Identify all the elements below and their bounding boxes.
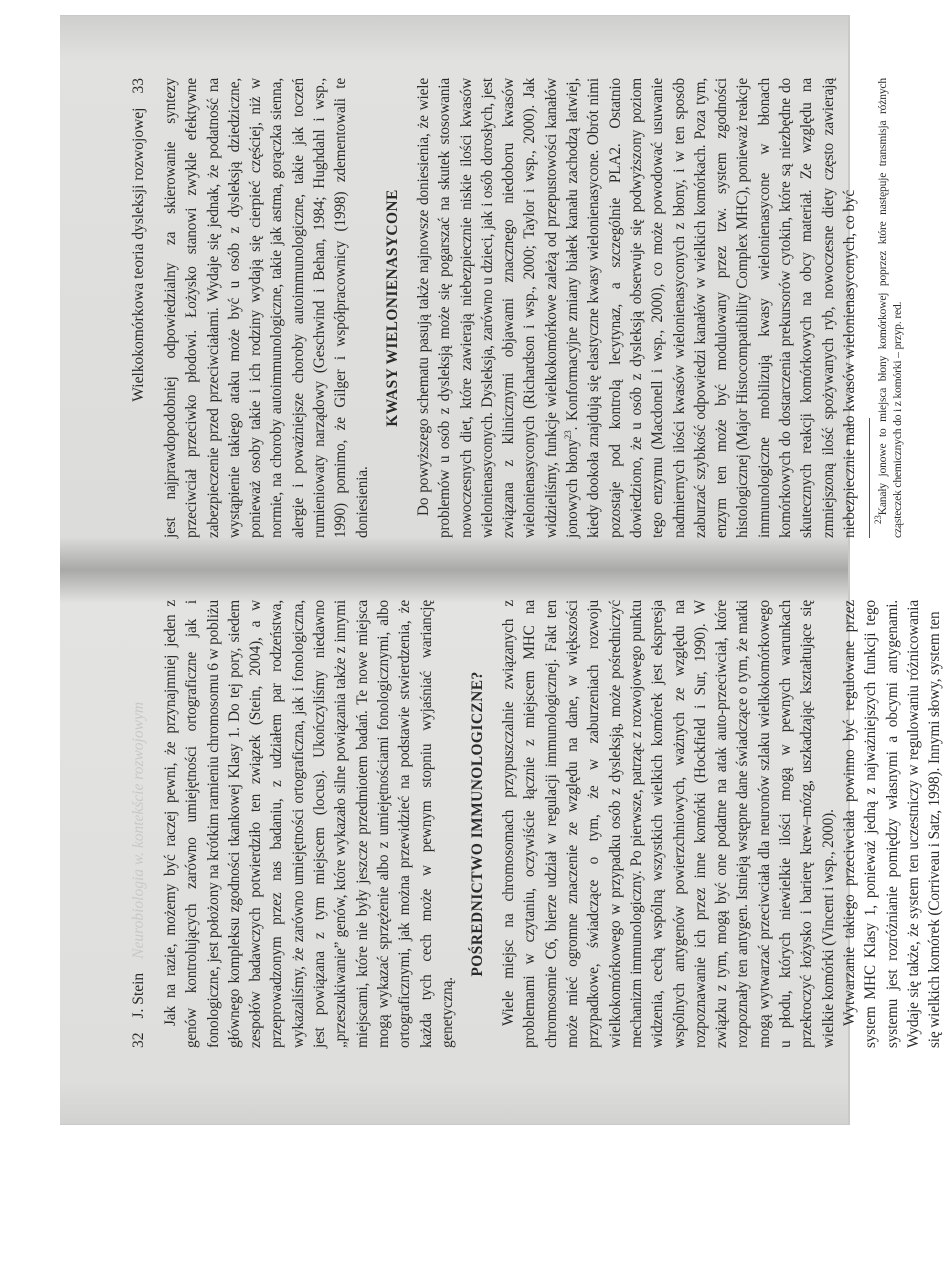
section-heading-fatty-acids: KWASY WIELONIENASYCONE [383,189,401,427]
left-paragraph-2: Wiele miejsc na chromosomach przypuszczalnie związanych z problemami w czytaniu, oczywiście łącznie z miejscem MHC na chromosomie C6, bierze udział w regulacji immunologicznej. Fakt ten może mieć ogromne znaczenie ze względu na dane, w większości przypadkowe, świadczące o tym, że w zaburzeniach rozwoju wielkokomórkowego w przypadku osób z dysleksją, może pośredniczyć mechanizm immunologiczny. Po pierwsze, patrząc z rozwojowego punktu widzenia, cechą wspólną wszystkich wielkich komórek jest ekspresja wspólnych antygenów powierzchniowych, ważnych ze względu na rozpoznawanie ich przez inne komórki (Hockfield i Sur, 1990). W związku z tym, mogą być one podatne na atak auto-przeciwciał, które rozpoznały ten antygen. Istnieją wstępne dane świadczące o tym, że matki mogą wytwarzać przeciwciała dla neuronów szlaku wielkokomórkowego u płodu, których niewielkie ilości mogą w pewnych warunkach przekroczyć łożysko i barierę krew–mózg, uszkadzając kształtujące się wielkie komórki (Vincent i wsp., 2000). [500,600,837,1048]
right-paragraph-2 [413,78,860,538]
right-page-number: 33 [130,78,147,94]
footnote-text: Kanały jonowe to miejsca błony komórkowej poprzez które następuje transmisja różnych cząsteczek chemicznych do i z komórki – przyp. red. [877,78,905,538]
left-page [60,570,944,1124]
footnote-reference: 23 [562,430,573,440]
section-heading-immunological: POŚREDNICTWO IMMUNOLOGICZNE? [469,671,487,977]
right-paragraph-2-part-b: . Konformacyjne zmiany białek kanału zachodzą łatwiej, kiedy dookoła znajdują się elastyczne kwasy wielonienasycone. Obrót nimi pozostaje pod kontrolą lecytynaz, a szczególnie PLA2. Ostatnio dowiedziono, że u osób z dysleksją obserwuje się podwyższony poziom tego enzymu (Macdonell i wsp., 2000), co może powodować usuwanie nadmiernych ilości kwasów wielonienasyconych z błony, i w ten sposób zaburzać szybkość odpowiedzi kanałów w wielkich komórkach. Poza tym, enzym ten może być modulowany przez tzw. system zgodności histologicznej (Major Histocompatibility Complex MHC), ponieważ reakcje immunologiczne mobilizują kwasy wielonienasycone w błonach komórkowych do dostarczenia prekursorów cytokin, które są niezbędne do skutecznych reakcji komórkowych na obcy materiał. Ze względu na zmniejszoną ilość spożywanych ryb, nowoczesne diety często zawierają niebezpiecznie mało kwasów wielonienasyconych, co być [564,78,858,538]
book-scan [60,15,944,1125]
left-running-head-bleed: Neurobiologia w. kontekście rozwojowym [130,701,147,959]
left-paragraph-3: Wytwarzanie takiego przeciwciała powinno być regulowane przez system MHC Klasy 1, ponieważ jedną z najważniejszych funkcji tego systemu jest rozróżnianie pomiędzy własnymi a obcymi antygenami. Wydaje się także, że system ten uczestniczy w regulowaniu różnicowania się wielkich komórek (Corriveau i Satz, 1998). Innymi słowy, system ten [840,600,944,1048]
left-paragraph-1: Jak na razie, możemy być raczej pewni, że przynajmniej jeden z genów kontrolujących zarówno umiejętności ortograficzne jak i fonologiczne, jest położony na krótkim ramieniu chromosomu 6 w pobliżu głównego kompleksu zgodności tkankowej Klasy 1. Do tej pory, siedem zespołów badawczych potwierdziło ten związek (Stein, 2004), a w przeprowadzonym przez nas badaniu, z udziałem par rodzeństwa, wykazaliśmy, że zarówno umiejętności ortograficzna, jak i fonologiczna, jest powiązana z tym miejscem (locus). Ukończyliśmy niedawno „przeszukiwanie” genów, które wykazało silne powiązania także z innymi miejscami, które nie były jeszcze przedmiotem badań. Te nowe miejsca mogą wykazać sprzężenie albo z umiejętnościami fonologicznymi, albo ortograficznymi, jak można przewidzieć na podstawie stwierdzenia, że każda tych cech może w pewnym stopniu wyjaśniać wariancję genetyczną. [162,600,456,1048]
footnote-number: 23 [873,515,884,524]
footnote [873,78,906,538]
right-paragraph-2-part-a: Do powyższego schematu pasują także najnowsze doniesienia, że wiele problemów u osób z dysleksją może się pogarszać na skutek stosowania nowoczesnych diet, które zawierają niebezpiecznie niskie ilości kwasów wielonienasyconych. Dysleksja, zarówno u dzieci, jak i osób dorosłych, jest związana z klinicznymi objawami znacznego niedoboru kwasów wielonienasyconych (Richardson i wsp., 2000; Taylor i wsp., 2000). Jak widzieliśmy, funkcje wielkokomórkowe zależą od przepustowości kanałów jonowych błony [414,78,582,538]
right-page [60,16,905,570]
left-page-number: 32 [130,1032,147,1048]
left-running-head: J. Stein [130,972,147,1019]
footnote-rule [869,418,870,538]
right-paragraph-1: jest najprawdopodobniej odpowiedzialny za skierowanie syntezy przeciwciał przeciwko płodowi. Łożysko stanowi zwykle efektywne zabezpieczenie przed przeciwciałami. Wydaje się jednak, że podatność na wystąpienie takiego ataku może być u osób z dysleksją dziedziczne, ponieważ osoby takie i ich rodziny wydają się cierpieć częściej, niż w normie, na choroby autoimmunologiczne, takie jak astma, gorączka sienna, alergie i poważniejsze choroby autoimmunologiczne, takie jak toczeń rumieniowaty narządowy (Geschwind i Behan, 1984; Hughdahl i wsp., 1990) pomimo, że Gilger i współpracownicy (1998) zdementowali te doniesienia. [162,78,371,538]
right-running-head: Wielkokomórkowa teoria dysleksji rozwojowej [130,107,147,402]
book-spread [60,16,944,1124]
right-running-header [130,78,148,538]
left-running-header [130,600,148,1048]
